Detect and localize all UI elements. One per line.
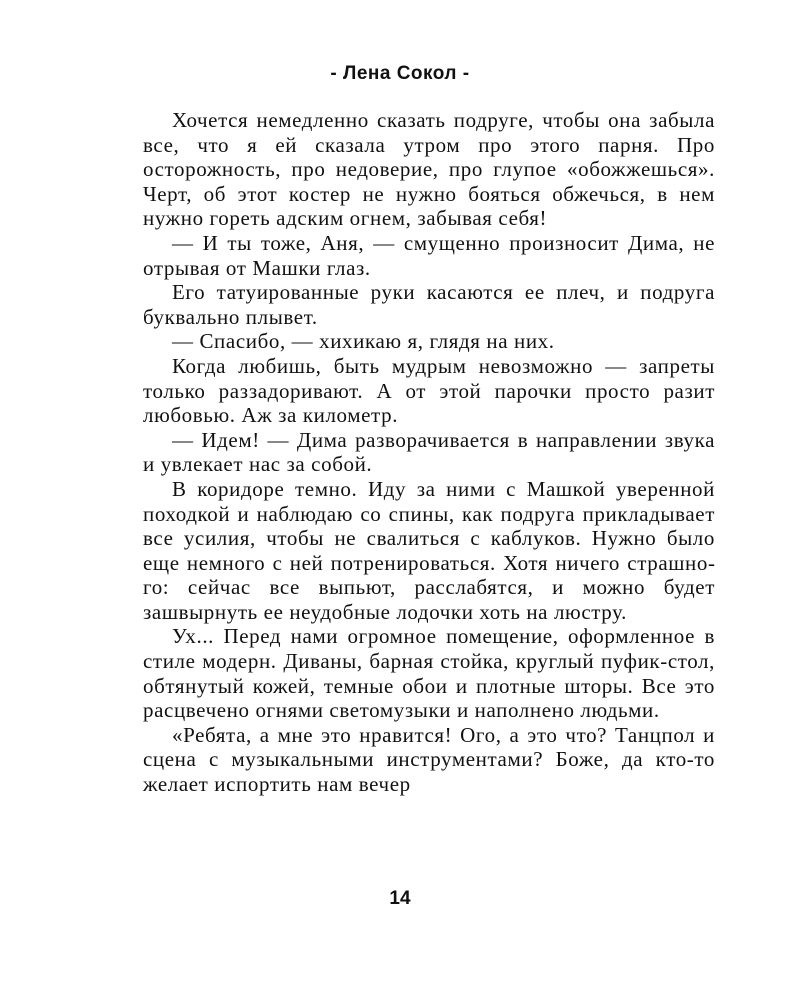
- paragraph: — Идем! — Дима разворачивается в направлении звука и увлекает нас за собой.: [143, 427, 715, 477]
- paragraph: Ух... Перед нами огромное помещение, оформленное в стиле модерн. Диваны, барная стойка, круглый пуфик-стол, обтянутый кожей, темные обои и плотные шторы. Все это расцвечено огнями светомузыки и наполнено людьми.: [143, 624, 715, 723]
- page-number: 14: [389, 888, 411, 909]
- paragraph: — И ты тоже, Аня, — смущенно произносит Дима, не отрывая от Машки глаз.: [143, 230, 715, 280]
- paragraph: «Ребята, а мне это нравится! Ого, а это что? Танцпол и сцена с музыкальными инструментами? Боже, да кто-то желает испортить нам вечер: [143, 722, 715, 797]
- paragraph: В коридоре темно. Иду за ними с Машкой уверенной походкой и наблюдаю со спины, как подруга прикладывает все усилия, чтобы не свалиться с каблуков. Нужно было еще немного с ней потренироваться. Хотя ничего страшного: сейчас все выпьют, расслабятся, и можно будет зашвырнуть ее неудобные лодочки хоть на люстру.: [143, 476, 715, 624]
- body-text: [143, 108, 715, 797]
- paragraph: Хочется немедленно сказать подруге, чтобы она забыла все, что я ей сказала утром про этого парня. Про осторожность, про недоверие, про глупое «обожжешься». Черт, об этот костер не нужно бояться обжечься, в нем нужно гореть адским огнем, забывая себя!: [143, 108, 715, 231]
- paragraph: Его татуированные руки касаются ее плеч, и подруга буквально плывет.: [143, 280, 715, 329]
- paragraph: Когда любишь, быть мудрым невозможно — запреты только раззадоривают. А от этой парочки просто разит любовью. Аж за километр.: [143, 353, 715, 428]
- running-header: - Лена Сокол -: [330, 63, 470, 84]
- paragraph: — Спасибо, — хихикаю я, глядя на них.: [172, 329, 555, 354]
